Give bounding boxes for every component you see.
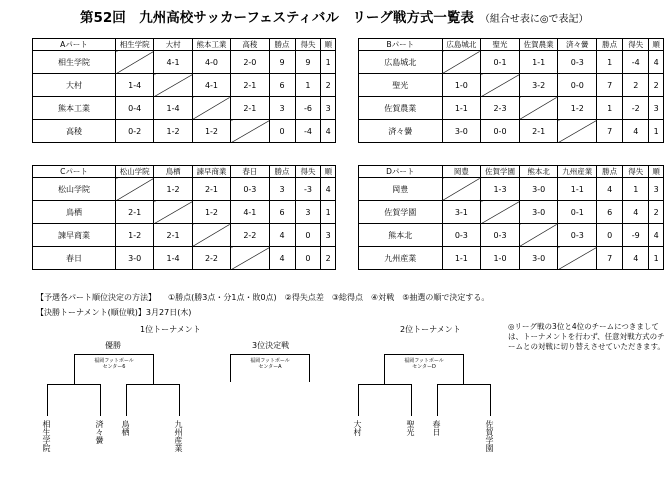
team-name: 九州産業 [359,247,443,270]
goal-diff-cell: 1 [623,178,649,201]
rank-cell: 3 [649,178,664,201]
table-row [33,201,336,224]
rank-cell: 4 [321,178,336,201]
points-cell: 3 [269,97,295,120]
t3-title: 3位決定戦 [252,341,290,350]
score-cell: 1-2 [192,120,230,143]
self-cell [154,201,192,224]
team-name: 熊本北 [359,224,443,247]
score-cell: 3-0 [442,120,481,143]
score-cell: 2-2 [231,224,269,247]
rank-cell: 1 [321,51,336,74]
rank-cell: 1 [321,201,336,224]
col-header: 広島城北 [442,39,481,51]
col-header: 得失 [623,166,649,178]
table-row [359,120,664,143]
col-header: 鳥栖 [154,166,192,178]
score-cell: 0-1 [558,201,597,224]
t1-title: 1位トーナメント [140,325,201,334]
score-cell: 1-2 [154,178,192,201]
score-cell: 3-2 [519,74,558,97]
points-cell: 9 [269,51,295,74]
rank-cell: 4 [321,120,336,143]
goal-diff-cell: -9 [623,224,649,247]
self-cell [558,120,597,143]
title-note: （組合せ表に◎で表記） [479,14,589,25]
goal-diff-cell: -3 [295,178,321,201]
goal-diff-cell: 2 [623,74,649,97]
col-header: 佐賀農業 [519,39,558,51]
score-cell: 0-3 [231,178,269,201]
col-header: 得失 [623,39,649,51]
team-name: 佐賀学園 [359,201,443,224]
table-row [33,178,336,201]
rank-cell: 4 [649,51,664,74]
score-cell: 1-0 [481,247,520,270]
score-cell: 4-0 [192,51,230,74]
self-cell [154,74,192,97]
col-header: 勝点 [269,39,295,51]
points-cell: 4 [597,178,623,201]
table-row [33,51,336,74]
t3-line [230,354,310,355]
team-name: 松山学院 [33,178,116,201]
goal-diff-cell: 1 [295,74,321,97]
goal-diff-cell: 9 [295,51,321,74]
team-name: 春日 [33,247,116,270]
self-cell [231,247,269,270]
points-cell: 0 [269,120,295,143]
score-cell: 2-1 [192,178,230,201]
table-row [359,247,664,270]
score-cell: 1-1 [442,247,481,270]
col-header: 勝点 [597,39,623,51]
col-header: 大村 [154,39,192,51]
col-header: 佐賀学園 [481,166,520,178]
self-cell [481,201,520,224]
self-cell [519,224,558,247]
team-name: 岡豊 [359,178,443,201]
self-cell [116,51,154,74]
t2-venue: 福岡フットボール センターD [404,358,444,370]
goal-diff-cell: 3 [295,201,321,224]
col-header: 九州産業 [558,166,597,178]
score-cell: 1-1 [558,178,597,201]
score-cell: 0-4 [116,97,154,120]
score-cell: 0-3 [558,224,597,247]
score-cell: 1-4 [154,247,192,270]
t2-team-1: 大村 [353,420,362,436]
league-table-c [32,165,336,270]
table-row [33,120,336,143]
col-header: 諫早商業 [192,166,230,178]
points-cell: 3 [269,178,295,201]
col-header: 順 [321,166,336,178]
table-row [359,51,664,74]
group-name: Cパート [33,166,116,178]
goal-diff-cell: -6 [295,97,321,120]
score-cell: 1-2 [192,201,230,224]
col-header: 熊本北 [519,166,558,178]
score-cell: 0-2 [116,120,154,143]
rank-cell: 4 [649,224,664,247]
score-cell: 0-1 [481,51,520,74]
self-cell [231,120,269,143]
score-cell: 3-1 [442,201,481,224]
league-table-b [358,38,664,143]
score-cell: 1-2 [154,120,192,143]
t3-venue: 福岡フットボール センターA [250,358,290,370]
team-name: 熊本工業 [33,97,116,120]
rank-cell: 2 [649,74,664,97]
score-cell: 0-0 [558,74,597,97]
final-tournament-heading: 【決勝トーナメント(順位戦)】3月27日(木) [36,308,192,317]
rank-cell: 3 [321,224,336,247]
points-cell: 6 [269,201,295,224]
goal-diff-cell: -4 [623,51,649,74]
col-header: 順 [321,39,336,51]
t1-team-4: 九州産業 [174,420,183,452]
score-cell: 1-1 [442,97,481,120]
team-name: 済々黌 [359,120,443,143]
self-cell [442,51,481,74]
t2-team-4: 佐賀学園 [485,420,494,452]
team-name: 相生学院 [33,51,116,74]
score-cell: 3-0 [519,201,558,224]
col-header: 相生学院 [116,39,154,51]
score-cell: 4-1 [154,51,192,74]
table-row [359,224,664,247]
points-cell: 1 [597,97,623,120]
goal-diff-cell: 4 [623,120,649,143]
t1-team-2: 済々黌 [95,420,104,444]
score-cell: 1-0 [442,74,481,97]
team-name: 鳥栖 [33,201,116,224]
goal-diff-cell: -2 [623,97,649,120]
t2-title: 2位トーナメント [400,325,461,334]
table-row [359,74,664,97]
t1-final-line [74,354,154,355]
score-cell: 1-4 [154,97,192,120]
score-cell: 0-0 [481,120,520,143]
self-cell [558,247,597,270]
score-cell: 2-3 [481,97,520,120]
league-table-a [32,38,336,143]
rank-cell: 3 [649,97,664,120]
goal-diff-cell: -4 [295,120,321,143]
t2-team-3: 春日 [432,420,441,436]
rank-cell: 2 [321,247,336,270]
score-cell: 2-1 [154,224,192,247]
memo-note: ◎リーグ戦の3位と4位のチームにつきましては、トーナメントを行わず、任意対戦方式のチームとの対戦に切り替えさせていただきます。 [508,322,665,351]
table-row [33,97,336,120]
score-cell: 0-3 [558,51,597,74]
self-cell [519,97,558,120]
col-header: 岡豊 [442,166,481,178]
score-cell: 1-4 [116,74,154,97]
score-cell: 3-0 [519,178,558,201]
team-name: 諫早商業 [33,224,116,247]
col-header: 春日 [231,166,269,178]
rank-cell: 2 [649,201,664,224]
score-cell: 4-1 [231,201,269,224]
score-cell: 4-1 [192,74,230,97]
group-name: Bパート [359,39,443,51]
score-cell: 1-2 [558,97,597,120]
self-cell [116,178,154,201]
score-cell: 2-1 [231,74,269,97]
rank-cell: 1 [649,247,664,270]
self-cell [442,178,481,201]
points-cell: 7 [597,120,623,143]
rank-cell: 1 [649,120,664,143]
col-header: 松山学院 [116,166,154,178]
score-cell: 3-0 [116,247,154,270]
title-text: 第52回 九州高校サッカーフェスティバル リーグ戦方式一覧表 [80,10,474,26]
points-cell: 4 [269,224,295,247]
score-cell: 0-3 [442,224,481,247]
goal-diff-cell: 4 [623,247,649,270]
score-cell: 1-1 [519,51,558,74]
team-name: 佐賀農業 [359,97,443,120]
page-title [80,6,589,26]
ranking-rules: 【予選各パート順位決定の方法】 ①勝点(勝3点・分1点・敗0点) ②得失点差 ③総得点 ④対戦 ⑤抽選の順で決定する。 [36,293,490,302]
col-header: 得失 [295,166,321,178]
group-name: Aパート [33,39,116,51]
group-name: Dパート [359,166,443,178]
score-cell: 1-2 [116,224,154,247]
col-header: 勝点 [597,166,623,178]
rank-cell: 2 [321,74,336,97]
score-cell: 2-1 [519,120,558,143]
col-header: 聖光 [481,39,520,51]
self-cell [192,224,230,247]
team-name: 聖光 [359,74,443,97]
team-name: 大村 [33,74,116,97]
score-cell: 2-0 [231,51,269,74]
table-row [359,201,664,224]
table-row [33,74,336,97]
table-row [359,97,664,120]
points-cell: 7 [597,74,623,97]
t1-team-3: 鳥栖 [121,420,130,436]
goal-diff-cell: 0 [295,247,321,270]
t1-team-1: 相生学院 [42,420,51,452]
points-cell: 4 [269,247,295,270]
score-cell: 1-3 [481,178,520,201]
t1-venue: 福岡フットボール センター6 [94,358,134,370]
team-name: 広島城北 [359,51,443,74]
self-cell [481,74,520,97]
self-cell [192,97,230,120]
points-cell: 7 [597,247,623,270]
rank-cell: 3 [321,97,336,120]
points-cell: 6 [597,201,623,224]
col-header: 得失 [295,39,321,51]
col-header: 済々黌 [558,39,597,51]
team-name: 高稜 [33,120,116,143]
col-header: 熊本工業 [192,39,230,51]
table-row [33,247,336,270]
table-row [33,224,336,247]
table-row [359,178,664,201]
col-header: 順 [649,166,664,178]
points-cell: 6 [269,74,295,97]
score-cell: 3-0 [519,247,558,270]
goal-diff-cell: 4 [623,201,649,224]
t2-team-2: 聖光 [406,420,415,436]
score-cell: 2-2 [192,247,230,270]
col-header: 高稜 [231,39,269,51]
t2-line [384,354,464,355]
col-header: 勝点 [269,166,295,178]
league-table-d [358,165,664,270]
col-header: 順 [649,39,664,51]
score-cell: 0-3 [481,224,520,247]
points-cell: 1 [597,51,623,74]
goal-diff-cell: 0 [295,224,321,247]
score-cell: 2-1 [231,97,269,120]
t1-final-label: 優勝 [105,341,121,350]
points-cell: 0 [597,224,623,247]
score-cell: 2-1 [116,201,154,224]
